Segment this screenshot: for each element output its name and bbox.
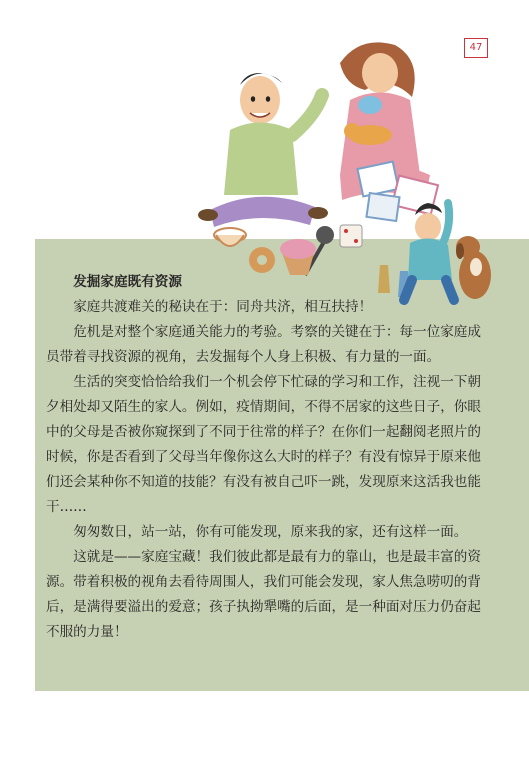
article-paragraph: 生活的突变恰恰给我们一个机会停下忙碌的学习和工作，注视一下朝夕相处却又陌生的家人。例如，疫情期间，不得不居家的这些日子，你眼中的父母是否被你窥探到了不同于往常的样子？在你们一起翻阅老照片的时候，你是否看到了父母当年像你这么大时的样子？有没有惊异于原来他们还会某种你不知道的技能？有没有被自己吓一跳，发现原来这活我也能干…… <box>46 374 481 515</box>
article-body <box>46 270 494 645</box>
article-heading: 发掘家庭既有资源 <box>73 274 182 290</box>
father-figure <box>198 73 328 227</box>
article-paragraph: 家庭共渡难关的秘诀在于：同舟共济，相互扶持！ <box>73 299 373 315</box>
dice-icon <box>340 225 362 247</box>
teacup-icon <box>214 228 246 246</box>
article-paragraph: 危机是对整个家庭通关能力的考验。考察的关键在于：每一位家庭成员带着寻找资源的视角，去发掘每个人身上积极、有力量的一面。 <box>46 324 481 365</box>
article-paragraph: 这就是——家庭宝藏！我们彼此都是最有力的靠山，也是最丰富的资源。带着积极的视角去看待周围人，我们可能会发现，家人焦急唠叨的背后，是满得要溢出的爱意；孩子执拗犟嘴的后面，是一种面对压力仍奋起不服的力量！ <box>46 549 481 640</box>
article-paragraph: 匆匆数日，站一站，你有可能发现，原来我的家，还有这样一面。 <box>73 524 468 540</box>
page-number: 47 <box>464 38 488 58</box>
